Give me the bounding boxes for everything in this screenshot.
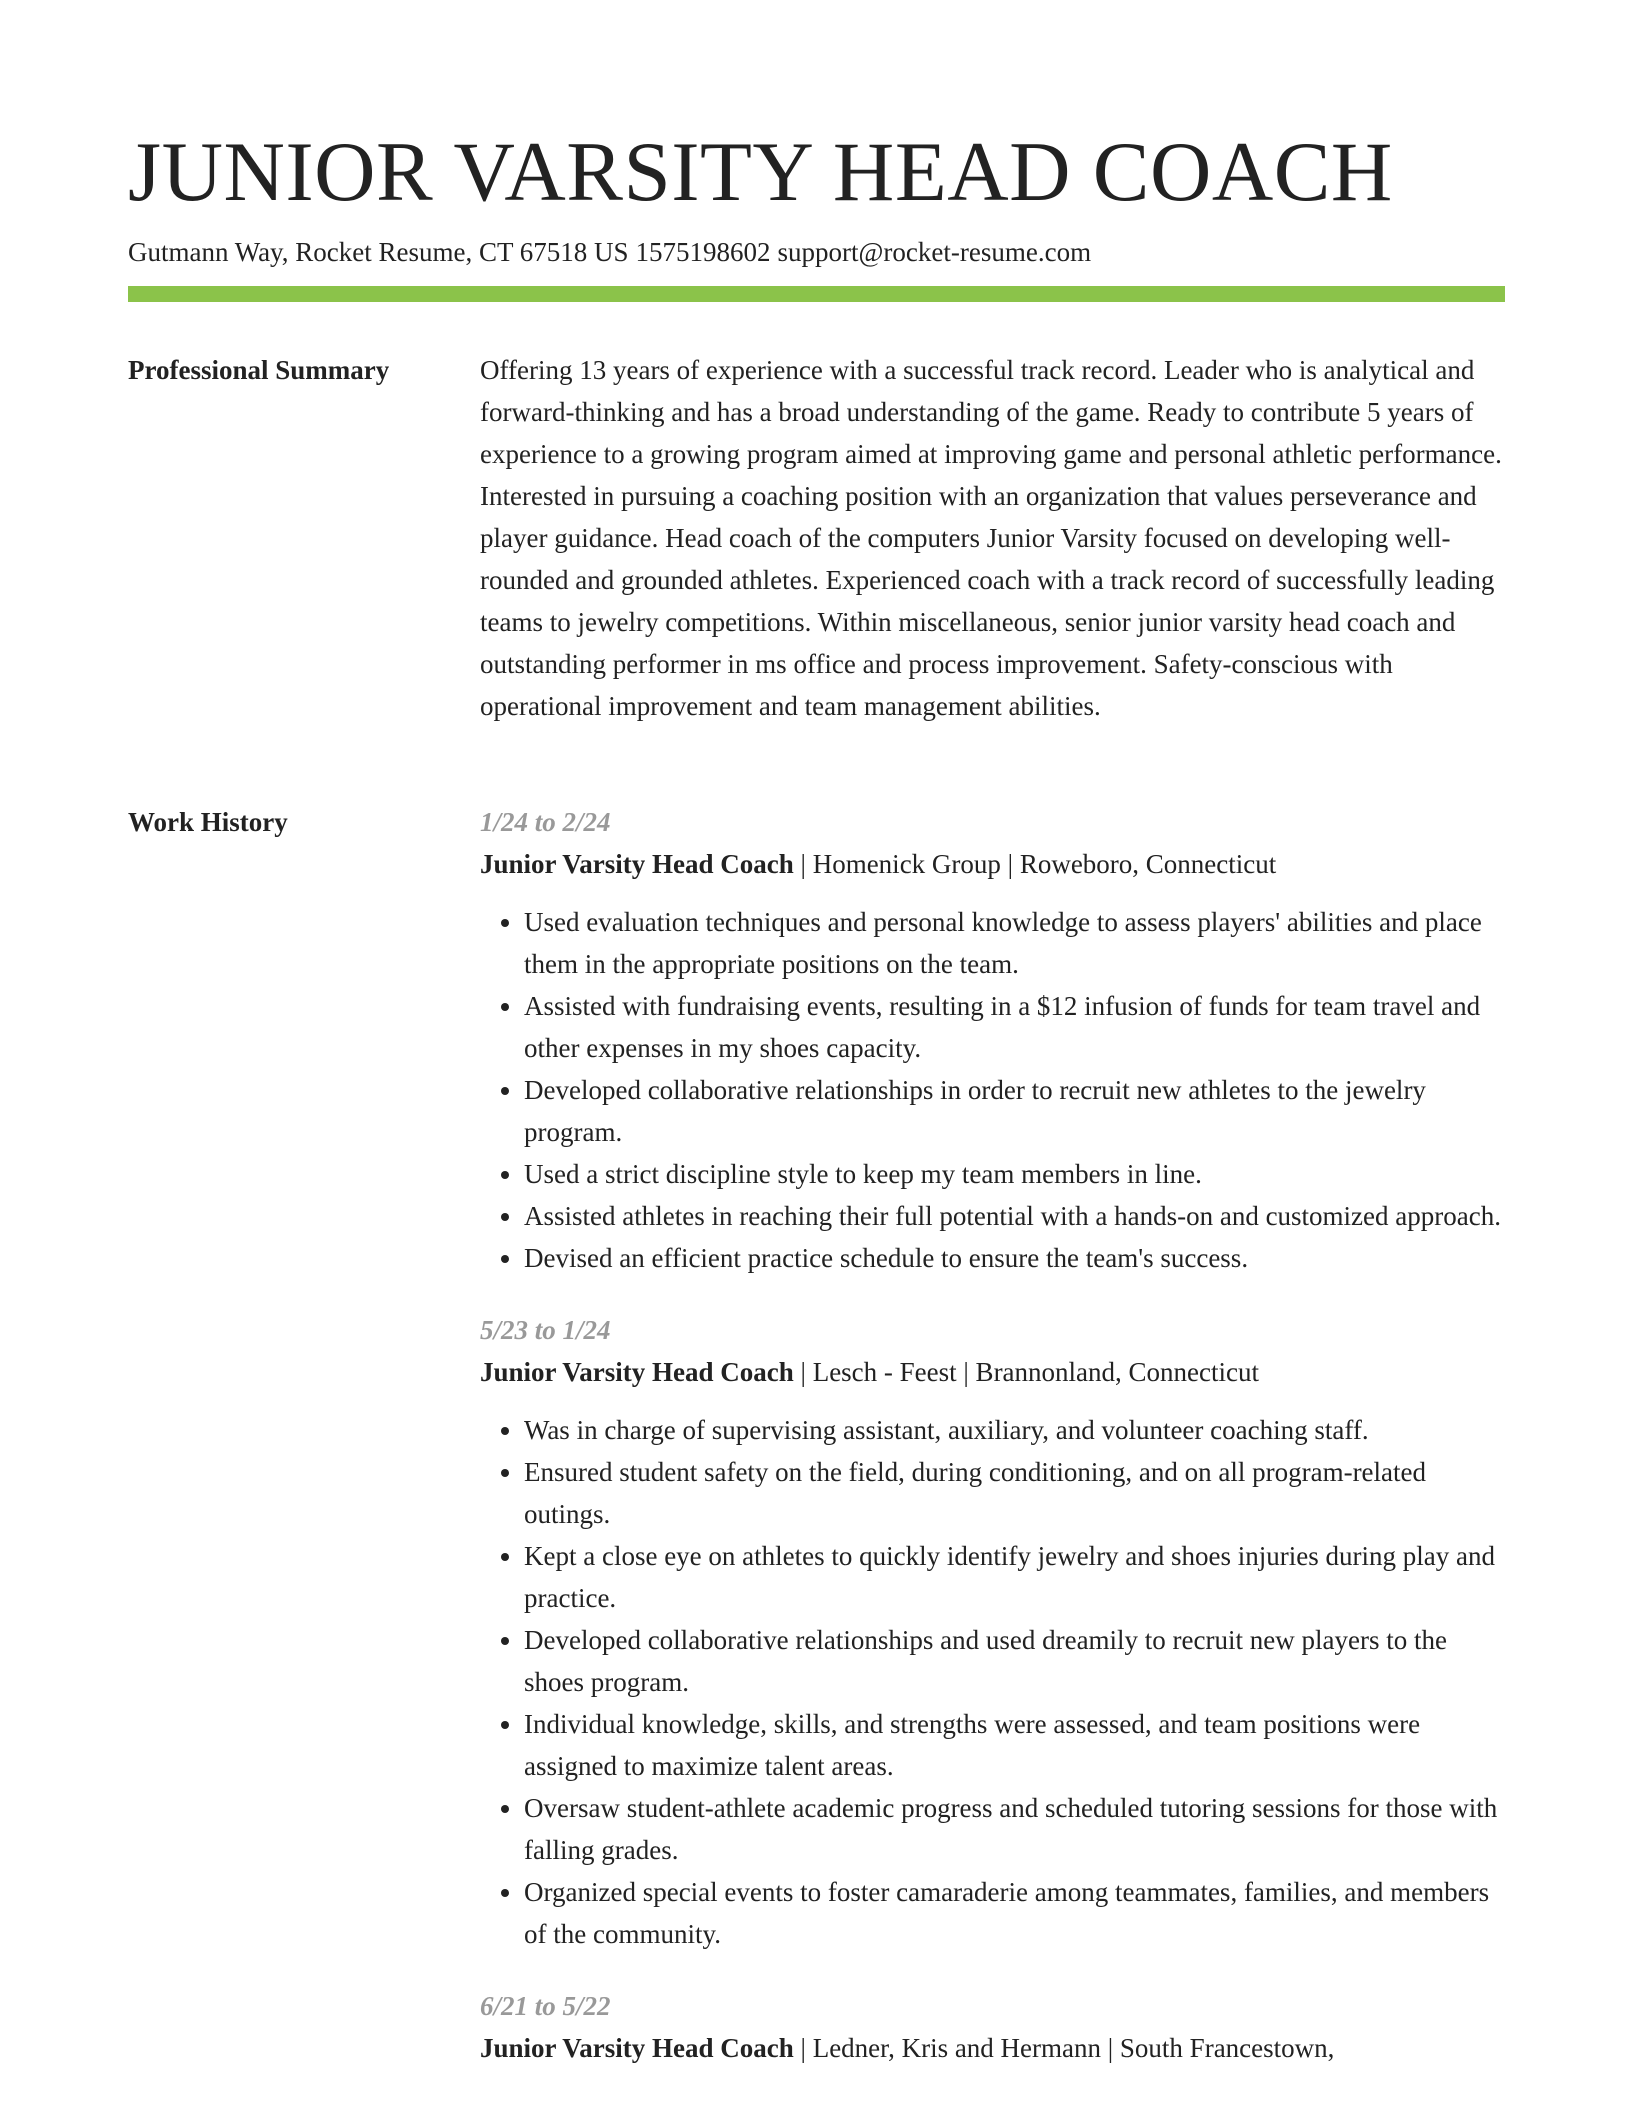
work-history-body	[480, 801, 1505, 2099]
job-duty-item: • Individual knowledge, skills, and strengths were assessed, and team positions were assigned to maximize talent areas.	[524, 1703, 1505, 1787]
job-duty-item: • Used a strict discipline style to keep my team members in line.	[524, 1153, 1505, 1195]
header-divider	[128, 286, 1505, 302]
job-duties-list	[480, 901, 1505, 1279]
job-dates: 6/21 to 5/22	[480, 1991, 611, 2021]
job-title-line	[480, 843, 1505, 885]
resume-header	[128, 118, 1505, 270]
summary-heading: Professional Summary	[128, 355, 390, 385]
job-dates: 5/23 to 1/24	[480, 1315, 611, 1345]
job-duty-item: • Developed collaborative relationships in order to recruit new athletes to the jewelry program.	[524, 1069, 1505, 1153]
job-title-line	[480, 1351, 1505, 1393]
job-entry	[480, 801, 1505, 1279]
job-duties-list	[480, 1409, 1505, 1955]
job-employer-location: | Ledner, Kris and Hermann | South Francestown,	[800, 2033, 1335, 2063]
job-duty-item: • Developed collaborative relationships and used dreamily to recruit new players to the shoes program.	[524, 1619, 1505, 1703]
work-history-heading: Work History	[128, 807, 288, 837]
job-title: Junior Varsity Head Coach	[480, 1357, 794, 1387]
job-dates: 1/24 to 2/24	[480, 807, 611, 837]
job-entry	[480, 1309, 1505, 1955]
job-entry	[480, 1985, 1505, 2069]
job-employer-location: | Homenick Group | Roweboro, Connecticut	[800, 849, 1277, 879]
job-title-line	[480, 2027, 1505, 2069]
job-duty-item: • Assisted with fundraising events, resulting in a $12 infusion of funds for team travel and other expenses in my shoes capacity.	[524, 985, 1505, 1069]
summary-body	[480, 349, 1505, 727]
job-duty-item: • Organized special events to foster camaraderie among teammates, families, and members of the community.	[524, 1871, 1505, 1955]
job-title: Junior Varsity Head Coach	[480, 2033, 794, 2063]
job-duty-item: • Devised an efficient practice schedule to ensure the team's success.	[524, 1237, 1505, 1279]
contact-phone: 1575198602	[635, 237, 771, 267]
job-duty-item: • Kept a close eye on athletes to quickly identify jewelry and shoes injuries during play and practice.	[524, 1535, 1505, 1619]
job-duty-item: • Oversaw student-athlete academic progress and scheduled tutoring sessions for those with falling grades.	[524, 1787, 1505, 1871]
job-title: Junior Varsity Head Coach	[480, 849, 794, 879]
job-duty-item: • Was in charge of supervising assistant, auxiliary, and volunteer coaching staff.	[524, 1409, 1505, 1451]
candidate-name: JUNIOR VARSITY HEAD COACH	[128, 125, 1393, 219]
contact-address: Gutmann Way, Rocket Resume, CT 67518 US	[128, 237, 629, 267]
summary-text: Offering 13 years of experience with a successful track record. Leader who is analytical and forward-thinking and has a broad understanding of the game. Ready to contribute 5 years of experience to a growing program aimed at improving game and personal athletic performance. Interested in pursuing a coaching position with an organization that values perseverance and player guidance. Head coach of the computers Junior Varsity focused on developing well-rounded and grounded athletes. Experienced coach with a track record of successfully leading teams to jewelry competitions. Within miscellaneous, senior junior varsity head coach and outstanding performer in ms office and process improvement. Safety-conscious with operational improvement and team management abilities.	[480, 355, 1502, 721]
job-duty-item: • Ensured student safety on the field, during conditioning, and on all program-related outings.	[524, 1451, 1505, 1535]
contact-line	[128, 234, 1505, 270]
job-employer-location: | Lesch - Feest | Brannonland, Connecticut	[800, 1357, 1259, 1387]
job-duty-item: • Assisted athletes in reaching their full potential with a hands-on and customized approach.	[524, 1195, 1505, 1237]
job-duty-item: • Used evaluation techniques and personal knowledge to assess players' abilities and place them in the appropriate positions on the team.	[524, 901, 1505, 985]
contact-email: support@rocket-resume.com	[777, 237, 1092, 267]
